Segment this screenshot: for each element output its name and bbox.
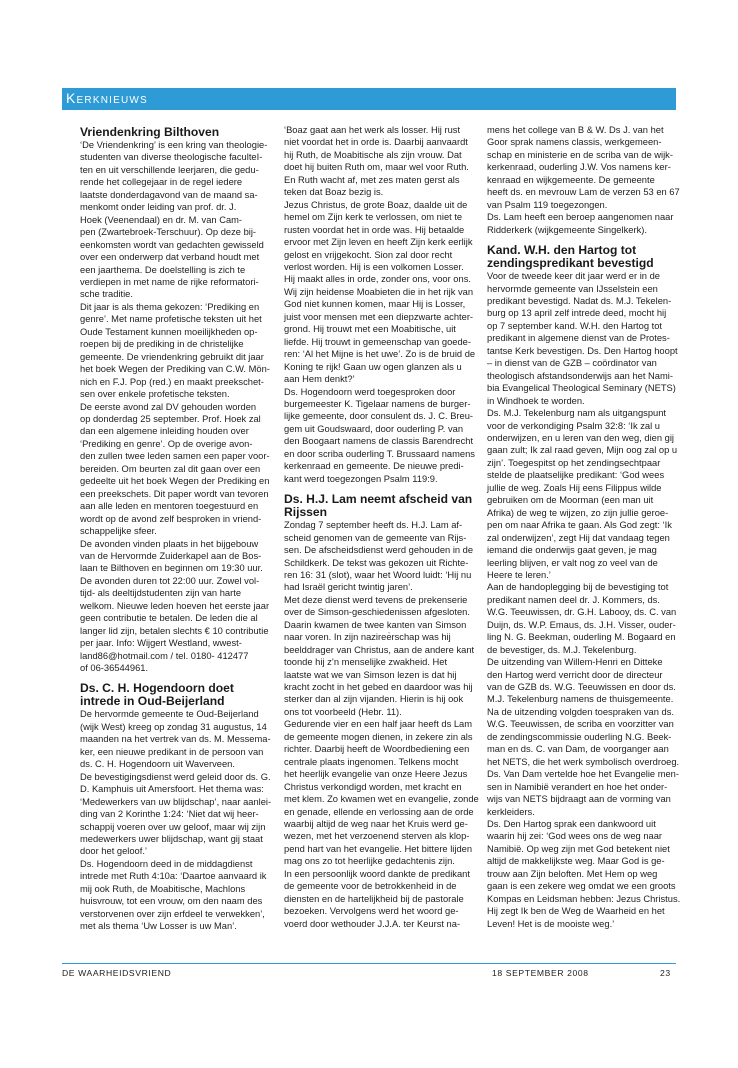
text-line: sen over enkele profetische teksten. — [80, 389, 230, 400]
text-line: man en ds. C. van Dam, de voorganger aan — [487, 744, 669, 755]
text-line: met klem. Zo kwamen wet en evangelie, zonde — [284, 794, 479, 805]
text-line: kerkenraad en gemeente. De nieuwe predi- — [284, 461, 464, 472]
text-line: op 7 september kand. W.H. den Hartog tot — [487, 320, 663, 331]
text-line: In een persoonlijk woord dankte de predikant — [284, 868, 470, 879]
text-line: stelde de plaatselijke predikant: ‘God wees — [487, 470, 665, 481]
text-line: Koning te rijk! Gaan uw ogen glanzen als u — [284, 361, 462, 372]
text-line: Namibië. Op weg zijn met God betekent niet — [487, 843, 670, 854]
text-line: De bevestigingsdienst werd geleid door ds. G. — [80, 771, 271, 782]
text-line: de zendingscommissie ouderling N.G. Beek- — [487, 731, 672, 742]
text-line: schappelijke sfeer. — [80, 526, 157, 537]
text-line: de gemeente mogen dienen, in zekere zin als — [284, 731, 473, 742]
text-line: het NETS, die het werk symbolisch overdroeg. — [487, 756, 680, 767]
text-line: en genade, ellende en verlossing aan de orde — [284, 806, 474, 817]
text-line: mij ook Ruth, de Moabitische, Machlons — [80, 883, 246, 894]
text-line: waarbij altijd de weg naar het Kruis werd ge- — [284, 819, 468, 830]
text-line: Voor de tweede keer dit jaar werd er in de — [487, 271, 660, 282]
text-line: Ds. Den Hartog sprak een dankwoord uit — [487, 819, 656, 830]
text-line: Kompas en Leidsman hebben: Jezus Christus. — [487, 893, 681, 904]
text-line: maanden na het vertrek van ds. M. Messema- — [80, 734, 271, 745]
text-line: de gemeente voor de betrokkenheid in de — [284, 881, 457, 892]
article-heading: Ds. H.J. Lam neemt afscheid van — [284, 492, 473, 507]
text-line: – in dienst van de GZB – coördinator van — [487, 358, 657, 369]
text-line: (wijk West) kreeg op zondag 31 augustus, 14 — [80, 721, 267, 732]
footer-rule — [62, 963, 676, 964]
text-line: scheid genomen van de gemeente van Rijs- — [284, 532, 467, 543]
text-line: predikant bevestigd. Nadat ds. M.J. Tekelen- — [487, 295, 672, 306]
text-line: Afrika) de weg te wijzen, zo zijn jullie geroe- — [487, 507, 669, 518]
text-line: hemel om Zijn kerk te verlossen, om niet te — [284, 212, 463, 223]
text-line: in Windhoek te worden. — [487, 395, 585, 406]
text-line: diensten en de hartelijkheid bij de pastorale — [284, 893, 464, 904]
text-line: ten en uit verschillende leerjaren, die gedu- — [80, 164, 259, 175]
text-line: De uitzending van Willem-Henri en Ditteke — [487, 657, 663, 668]
text-line: bereiden. Om beurten zal dit gaan over een — [80, 463, 261, 474]
text-line: W.G. Teeuwissen, de scriba en voorzitter van — [487, 719, 674, 730]
text-line: kerkenraad, ouderling J.W. Vos namens ker- — [487, 162, 671, 173]
text-line: wordt op de avond zelf besproken in vriend- — [80, 513, 262, 524]
text-line: Wij zijn heidense Moabieten die in het rijk van — [284, 286, 474, 297]
text-line: gebruiken om de Moorman (een man uit — [487, 495, 654, 506]
text-line: pend hart van het evangelie. Het bittere lijden — [284, 843, 473, 854]
text-line: Heere te leren.’ — [487, 569, 551, 580]
text-line: aan Hem denkt?’ — [284, 374, 355, 385]
text-line: niet voordat het in orde is. Daarbij aanvaardt — [284, 137, 468, 148]
text-line: en door scriba ouderling T. Brussaard namens — [284, 448, 475, 459]
text-line: van Psalm 119 toegezongen. — [487, 199, 608, 210]
text-line: iemand die onderwijs gaat geven, je mag — [487, 545, 657, 556]
text-line: waarin hij zei: ‘God wees ons de weg naar — [487, 831, 663, 842]
article-heading: Vriendenkring Bilthoven — [80, 125, 220, 139]
text-line: een preekschets. Dit paper wordt van tevoren — [80, 488, 269, 499]
text-line: verstorvenen over zijn erfdeel te verwekken’, — [80, 908, 265, 919]
text-line: Dit jaar is als thema gekozen: ‘Prediking en — [80, 301, 260, 312]
text-line: intrede met Ruth 4:10a: ‘Daartoe aanvaard ik — [80, 871, 267, 882]
section-title: Kerknieuws — [66, 90, 148, 106]
text-line: het heerlijk evangelie van onze Heere Jezus — [284, 769, 468, 780]
text-line: Ds. Hogendoorn deed in de middagdienst — [80, 858, 253, 869]
text-line: ds. C. H. Hogendoorn uit Waverveen. — [80, 759, 235, 770]
text-line: medewerkers uwer blijdschap, want gij staat — [80, 834, 263, 845]
article-heading: Kand. W.H. den Hartog tot — [487, 243, 637, 258]
text-line: den zullen twee leden samen een paper voor- — [80, 451, 270, 462]
text-line: schap en ministerie en de scriba van de wijk- — [487, 149, 673, 160]
text-line: Schildkerk. De tekst was gekozen uit Richte- — [284, 557, 469, 568]
text-line: ervoor met Zijn leven en heeft Zijn kerk eerlijk — [284, 237, 473, 248]
text-line: juist voor mensen met een diepzwarte achter- — [284, 311, 474, 322]
text-line: wezen, met het verzoenend sterven als klop- — [284, 831, 470, 842]
text-line: kracht zocht in het gebed en daardoor was hij — [284, 682, 473, 693]
text-line: dan een algemene inleiding houden over — [80, 426, 249, 437]
text-line: laatste donderdagavond van de maand sa- — [80, 189, 258, 200]
text-line: ‘Boaz gaat aan het werk als losser. Hij rust — [284, 125, 461, 135]
text-line: roepen bij de prediking in de christelijke — [80, 339, 244, 350]
text-line: pen om naar Afrika te gaan. Als God zegt: ‘Ik — [487, 520, 672, 531]
text-line: Duijn, ds. W.P. Emaus, ds. J.H. Visser, ouder- — [487, 619, 676, 630]
text-line: Ridderkerk (wijkgemeente Singelkerk). — [487, 224, 647, 235]
text-line: Zondag 7 september heeft ds. H.J. Lam af- — [284, 520, 463, 531]
text-line: centrale plaats ingenomen. Telkens mocht — [284, 756, 459, 767]
text-line: eenkomsten wordt van gedachten gewisseld — [80, 239, 264, 250]
text-line: op donderdag 25 september. Prof. Hoek zal — [80, 413, 261, 424]
text-line: verdiepen in met name de rijke reformatori- — [80, 276, 259, 287]
text-line: Daarin kwamen de twee kanten van Simson — [284, 619, 467, 630]
text-line: mens het college van B & W. Ds J. van het — [487, 125, 664, 135]
text-line: grond. Hij trouwt met een Moabitische, uit — [284, 324, 456, 335]
text-line: wijs van NETS bijdraagt aan de vorming van — [487, 794, 671, 805]
text-line: Aan de handoplegging bij de bevestiging tot — [487, 582, 669, 593]
text-line: laan te Bilthoven en beginnen om 19:30 uur. — [80, 563, 263, 574]
text-line: M.J. Tekelenburg namens de thuisgemeente. — [487, 694, 674, 705]
text-line: D. Kamphuis uit Amersfoort. Het thema was: — [80, 784, 264, 795]
text-line: over een onderwerp dat verband houdt met — [80, 252, 260, 263]
text-line: De avonden duren tot 22:00 uur. Zowel vol- — [80, 575, 260, 586]
text-line: Jezus Christus, de grote Boaz, daalde uit de — [284, 199, 468, 210]
text-line: hervormde gemeente van IJsselstein een — [487, 283, 658, 294]
text-line: leerling blijven, er valt nog zo veel van de — [487, 557, 658, 568]
text-line: sterker dan al zijn vijanden. Hierin is hij ook — [284, 694, 464, 705]
text-line: W.G. Teeuwissen, dr. G.H. Labooy, ds. C. van — [487, 607, 677, 618]
text-line: het boek Wegen der Prediking van C.W. Mön- — [80, 364, 270, 375]
text-line: ding van 2 Korinthe 1:24: ‘Niet dat wij heer- — [80, 809, 259, 820]
text-line: ker, een nieuwe predikant in de persoon van — [80, 746, 264, 757]
text-line: burg op 13 april zelf intrede deed, mocht hij — [487, 308, 667, 319]
text-line: En Ruth wacht af, met zes maten gerst als — [284, 174, 460, 185]
text-line: zal onderwijzen’, zegt Hij dat vandaag tegen — [487, 532, 670, 543]
text-line: nich en F.J. Pop (red.) en maakt preekschet- — [80, 376, 264, 387]
text-line: hij Ruth, de Moabitische als zijn vrouw. Dat — [284, 149, 462, 160]
text-line: mag ons zo tot heerlijke gedachtenis zijn. — [284, 856, 455, 867]
footer-date: 18 SEPTEMBER 2008 — [492, 968, 589, 978]
text-line: gaan is een zekere weg omdat we een groots — [487, 881, 676, 892]
text-line: door het geloof.’ — [80, 846, 148, 857]
text-line: per jaar. Info: Wijgert Westland, wwest- — [80, 638, 242, 649]
text-line: den Hartog werd verricht door de directeur — [487, 669, 663, 680]
text-line: naar voren. In zijn naziree̍rschap was hij — [284, 632, 451, 643]
article-column-2 — [284, 124, 479, 929]
text-line: trouw aan Zijn beloften. Met Hem op weg — [487, 868, 658, 879]
text-line: langer lid zijn, betalen slechts € 10 contributie — [80, 625, 269, 636]
text-line: sche traditie. — [80, 289, 133, 300]
text-line: huisvrouw, tot een vrouw, om den naam des — [80, 896, 263, 907]
text-line: de bevestiger, ds. M.J. Tekelenburg. — [487, 644, 637, 655]
text-line: burgemeester K. Tigelaar namens de burger- — [284, 398, 471, 409]
text-line: pen (Zwartebroek-Terschuur). Op deze bij- — [80, 227, 257, 238]
text-line: gelost en vrijgekocht. Sion zal door recht — [284, 249, 453, 260]
text-line: predikant namen deel dr. J. Kommers, ds. — [487, 594, 660, 605]
text-line: genre’. Met name profetische teksten uit het — [80, 314, 262, 325]
text-line: doet hij buiten Ruth om, maar wel voor Ruth. — [284, 162, 469, 173]
text-line: beelddrager van Christus, aan de andere kant — [284, 644, 475, 655]
text-line: verlost worden. Hij is een volkomen Losser. — [284, 261, 464, 272]
text-line: Na de uitzending volgden toespraken van ds. — [487, 706, 675, 717]
text-line: land86@hotmail.com / tel. 0180- 412477 — [80, 650, 249, 661]
text-line: Ds. Van Dam vertelde hoe het Evangelie men- — [487, 769, 679, 780]
text-line: ren 16: 31 (slot), waar het Woord luidt: ‘Hij nu — [284, 569, 472, 580]
text-line: studenten van diverse theologische faculteI- — [80, 152, 263, 163]
text-line: toonde hij z’n menselijke zwakheid. Het — [284, 657, 448, 668]
text-line: ren: ‘Al het Mijne is het uwe’. Zo is de bruid de — [284, 349, 476, 360]
footer-publication: DE WAARHEIDSVRIEND — [62, 968, 172, 978]
text-line: bezoeken. Vervolgens werd het woord ge- — [284, 906, 459, 917]
text-line: ‘De Vriendenkring’ is een kring van theologie- — [80, 140, 268, 150]
text-line: menkomt onder leiding van prof. dr. J. — [80, 202, 237, 213]
text-line: over de Simson-geschiedenissen afgesloten. — [284, 607, 470, 618]
text-line: aan alle leden en mentoren toegestuurd en — [80, 501, 259, 512]
text-line: God niet kunnen komen, maar Hij is Losser, — [284, 299, 466, 310]
section-header-bar — [62, 88, 676, 110]
text-line: Hij maakt alles in orde, zonder ons, voor ons. — [284, 274, 471, 285]
text-line: predikant in algemene dienst van de Protes- — [487, 333, 670, 344]
text-line: of 06-36544961. — [80, 663, 149, 674]
text-line: kenraad en wijkgemeente. De gemeente — [487, 174, 655, 185]
text-line: sen in Namibië verandert en hoe het onder- — [487, 781, 668, 792]
page-number: 23 — [660, 968, 671, 978]
text-line: Leven! Het is de mooiste weg.’ — [487, 918, 615, 929]
text-line: ling N. G. Beekman, ouderling M. Bogaard en — [487, 632, 676, 643]
text-line: ‘Medewerkers van uw blijdschap’, naar aanlei- — [80, 796, 272, 807]
text-line: sen. De afscheidsdienst werd gehouden in de — [284, 545, 474, 556]
text-line: De eerste avond zal DV gehouden worden — [80, 401, 257, 412]
text-line: jullie de weg. Zoals Hij eens Filippus wilde — [487, 482, 662, 493]
text-line: De avonden vinden plaats in het bijgebouw — [80, 538, 259, 549]
text-line: kant werd toegezongen Psalm 119:9. — [284, 473, 438, 484]
text-line: ons tot voorbeeld (Hebr. 11). — [284, 706, 402, 717]
text-line: den Boogaart namens de classis Barendrecht — [284, 436, 474, 447]
text-line: welkom. Nieuwe leden hoeven het eerste jaar — [80, 600, 270, 611]
article-column-1 — [80, 125, 272, 932]
text-line: zijn’. Toegespitst op het zendingsechtpaar — [487, 457, 661, 468]
text-line: liefde. Hij trouwt in gemeenschap van goede- — [284, 336, 471, 347]
text-line: Christus verkondigd worden, met kracht en — [284, 781, 462, 792]
text-line: kerkleiders. — [487, 806, 535, 817]
text-line: geen contributie te betalen. De leden die al — [80, 613, 258, 624]
text-line: Oude Testament kunnen moeilijkheden op- — [80, 326, 258, 337]
text-line: met als thema ‘Uw Losser is uw Man’. — [80, 921, 237, 932]
article-column-3 — [487, 124, 681, 929]
text-line: teken dat Boaz bezig is. — [284, 187, 384, 198]
text-line: bia Evangelical Theological Seminary (NETS) — [487, 383, 676, 394]
text-line: Hij zegt Ik ben de Weg de Waarheid en het — [487, 906, 665, 917]
article-heading: zendingspredikant bevestigd — [487, 256, 654, 271]
text-line: gem uit Goudswaard, door ouderling P. van — [284, 423, 464, 434]
text-line: van de GZB ds. W.G. Teeuwissen en door ds. — [487, 682, 676, 693]
text-line: richter. Daarbij heeft de Woordbediening een — [284, 744, 470, 755]
text-line: tijd- als deeltijdstudenten zijn van harte — [80, 588, 242, 599]
text-line: De hervormde gemeente te Oud-Beijerland — [80, 709, 259, 720]
text-line: voor de verkondiging Psalm 32:8: ‘Ik zal u — [487, 420, 660, 431]
text-line: rusten voordat het in orde was. Hij betaalde — [284, 224, 465, 235]
text-line: ‘Prediking en genre’. Op de overige avon- — [80, 438, 253, 449]
text-line: theologisch afstandsonderwijs aan het Nami- — [487, 370, 673, 381]
text-line: lijke gemeente, door consulent ds. J. C. Breu- — [284, 411, 474, 422]
text-line: altijd de makkelijkste weg. Maar God is ge- — [487, 856, 665, 867]
text-line: voerd door wethouder J.J.A. ter Keurst na- — [284, 918, 461, 929]
text-line: van de Hervormde Zuiderkapel aan de Bos- — [80, 550, 262, 561]
text-line: rende het collegejaar in de regel iedere — [80, 177, 243, 188]
article-heading: Rijssen — [284, 505, 328, 520]
text-line: schappij voeren over uw geloof, maar wij zijn — [80, 821, 266, 832]
article-heading: Ds. C. H. Hogendoorn doet — [80, 681, 234, 696]
text-line: heeft ds. en mevrouw Lam de verzen 53 en 67 — [487, 187, 680, 198]
article-heading: intrede in Oud-Beijerland — [80, 694, 225, 709]
text-line: gemeente. De vriendenkring gebruikt dit jaar — [80, 351, 264, 362]
text-line: Hoek (Veenendaal) en dr. M. van Cam- — [80, 214, 243, 225]
text-line: Ds. Lam heeft een beroep aangenomen naar — [487, 212, 674, 223]
text-line: laatste wat we van Simson lezen is dat hij — [284, 669, 457, 680]
text-line: tantse Kerk bevestigen. Ds. Den Hartog hoopt — [487, 345, 678, 356]
text-line: onderwijzen, en u leren van den weg, dien gij — [487, 432, 674, 443]
text-line: een jaarthema. De doelstelling is zich te — [80, 264, 246, 275]
text-line: Ds. M.J. Tekelenburg nam als uitgangspunt — [487, 408, 667, 419]
text-line: had Israël gericht twintig jaren’. — [284, 582, 413, 593]
text-line: Ds. Hogendoorn werd toegesproken door — [284, 386, 456, 397]
text-line: Gedurende vier en een half jaar heeft ds Lam — [284, 719, 473, 730]
text-line: gedeelte uit het boek Wegen der Prediking en — [80, 476, 270, 487]
text-line: Met deze dienst werd tevens de prekenserie — [284, 594, 468, 605]
text-line: gaan zult; Ik zal raad geven, Mijn oog zal op u — [487, 445, 678, 456]
text-line: Goor sprak namens classis, werkgemeen- — [487, 137, 662, 148]
